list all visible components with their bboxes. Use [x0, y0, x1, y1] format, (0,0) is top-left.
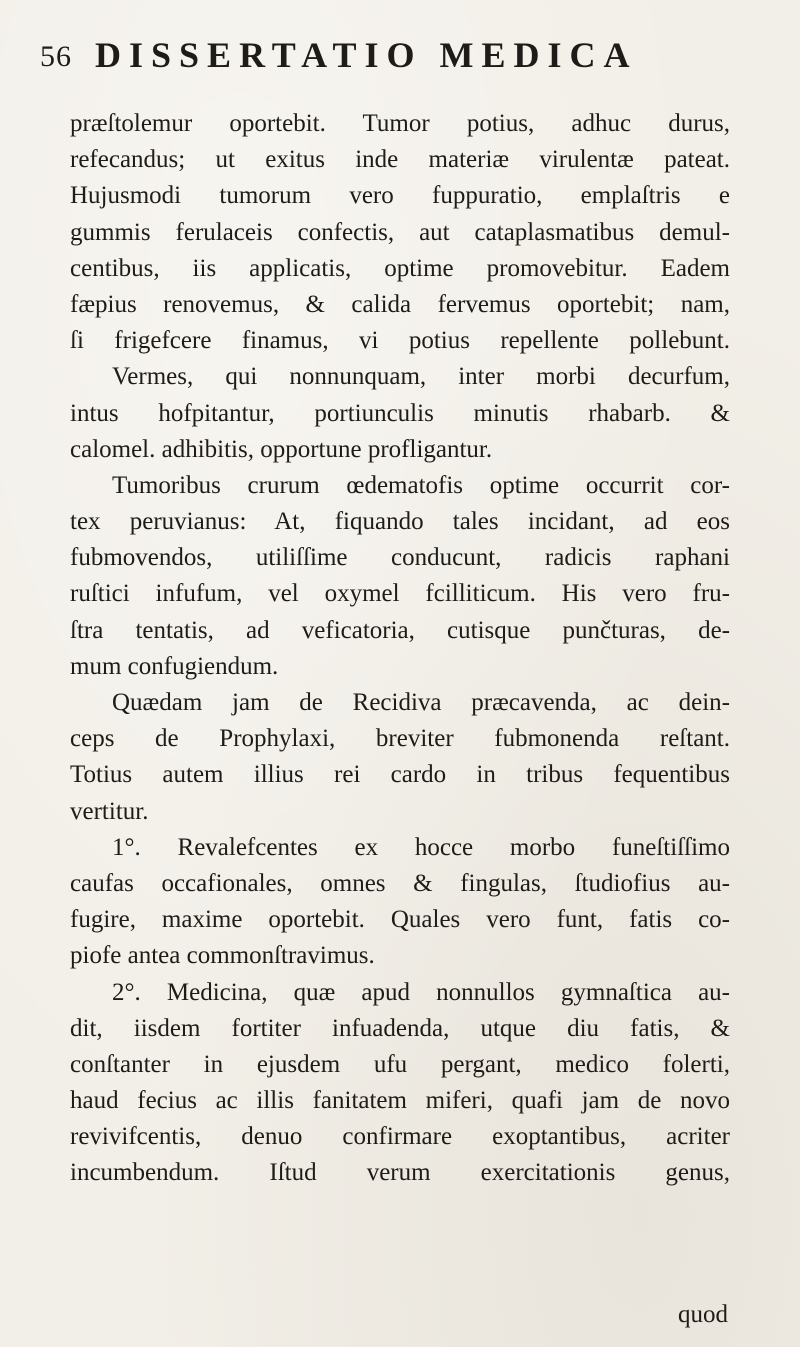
- text-line: Vermes, qui nonnunquam, inter morbi decurfum,: [112, 363, 730, 391]
- text-line: mum confugiendum.: [70, 652, 279, 680]
- text-line: vertitur.: [70, 797, 149, 825]
- text-line: haud fecius ac illis fanitatem miferi, quafi jam de novo: [70, 1087, 730, 1115]
- text-line: fæpius renovemus, & calida fervemus oportebit; nam,: [70, 290, 730, 318]
- text-line: tex peruvianus: At, fiquando tales incidant, ad eos: [70, 508, 730, 536]
- text-line: ceps de Prophylaxi, breviter fubmonenda reſtant.: [70, 725, 730, 753]
- text-line: Hujusmodi tumorum vero fuppuratio, emplaſtris e: [70, 182, 730, 210]
- text-line: piofe antea commonſtravimus.: [70, 942, 375, 970]
- text-line: Tumoribus crurum œdematofis optime occurrit cor-: [112, 471, 730, 499]
- text-line: caufas occafionales, omnes & fingulas, ſtudiofius au-: [70, 869, 730, 897]
- text-line: fubmovendos, utiliſſime conducunt, radicis raphani: [70, 544, 730, 572]
- text-line: Totius autem illius rei cardo in tribus fequentibus: [70, 761, 730, 789]
- text-line: conſtanter in ejusdem ufu pergant, medico folerti,: [70, 1050, 730, 1078]
- running-title: DISSERTATIO MEDICA: [95, 35, 638, 75]
- text-line: 1°. Revalefcentes ex hocce morbo funeſtiſſimo: [112, 833, 730, 861]
- text-line: incumbendum. Iſtud verum exercitationis genus,: [70, 1159, 730, 1187]
- text-line: fugire, maxime oportebit. Quales vero funt, fatis co-: [70, 906, 730, 934]
- catchword: quod: [678, 1301, 728, 1328]
- text-line: ruſtici infufum, vel oxymel fcilliticum. His vero fru-: [70, 580, 730, 608]
- text-line: 2°. Medicina, quæ apud nonnullos gymnaſtica au-: [112, 978, 730, 1006]
- body-text: [70, 106, 730, 1192]
- text-line: dit, iisdem fortiter infuadenda, utque diu fatis, &: [70, 1014, 730, 1042]
- text-line: gummis ferulaceis confectis, aut cataplasmatibus demul-: [70, 218, 730, 246]
- text-line: refecandus; ut exitus inde materiæ virulentæ pateat.: [70, 146, 730, 174]
- text-line: Quædam jam de Recidiva præcavenda, ac dein-: [112, 689, 730, 716]
- page-header: [40, 34, 730, 78]
- text-line: revivifcentis, denuo confirmare exoptantibus, acriter: [70, 1123, 730, 1151]
- text-line: centibus, iis applicatis, optime promovebitur. Eadem: [70, 254, 730, 282]
- text-line: præſtolemur oportebit. Tumor potius, adhuc durus,: [70, 110, 730, 137]
- text-line: ſi frigefcere finamus, vi potius repellente pollebunt.: [70, 327, 730, 355]
- text-line: ſtra tentatis, ad veficatoria, cutisque punčturas, de-: [70, 616, 730, 644]
- text-line: calomel. adhibitis, opportune profligantur.: [70, 435, 493, 463]
- text-line: intus hofpitantur, portiunculis minutis rhabarb. &: [70, 399, 730, 427]
- page-number: 56: [40, 40, 72, 73]
